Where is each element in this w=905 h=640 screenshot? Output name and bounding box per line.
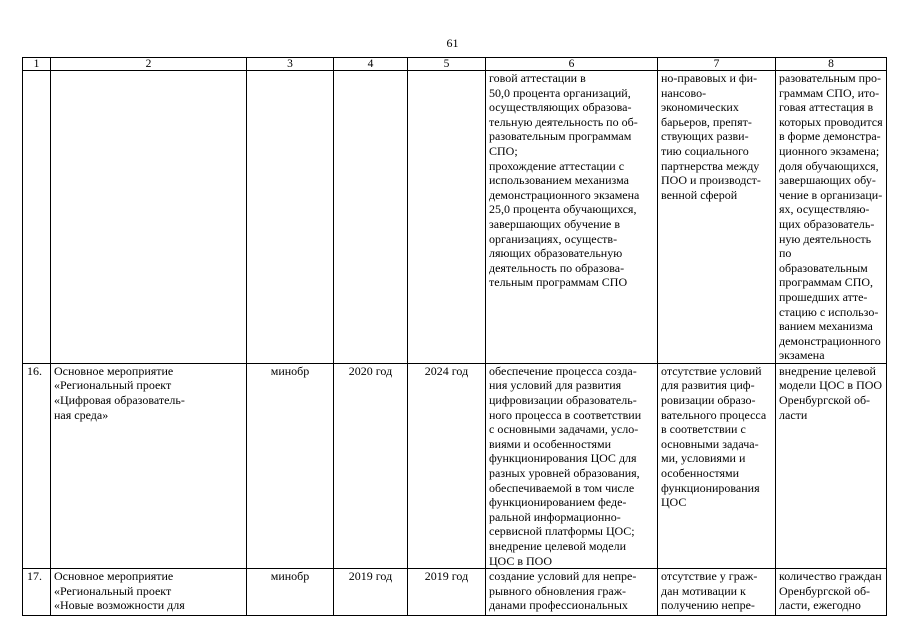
event-name-cell: Основное мероприятие «Региональный проект «Новые возможности для — [51, 569, 247, 616]
expected-result-cell: создание условий для непре- рывного обновления граж- данами профессиональных — [486, 569, 658, 616]
event-name-cell: Основное мероприятие «Региональный проект «Цифровая образователь- ная среда» — [51, 363, 247, 568]
end-year-cell: 2019 год — [408, 569, 486, 616]
expected-result-cell: говой аттестации в 50,0 процента организаций, осуществляющих образова- тельную деятельность по об- разовательным программам СПО; прохождение аттестации с использованием механизма демонстрационного экзамена 25,0 процента обучающихся, завершающих обучение в организациях, осуществ- ляющих образовательную деятельность по образова- тельным программам СПО — [486, 71, 658, 364]
end-year-cell — [408, 71, 486, 364]
indicators-cell: разовательным про- граммам СПО, ито- говая аттестация в которых проводится в форме демонстра- ционного экзамена; доля обучающихся, завершающих обу- чение в организаци- ях, осуществляю- щих образователь- ную деятельность по образовательным программам СПО, прошедших атте- стацию с использо- ванием механизма демонстрационного экзамена — [776, 71, 887, 364]
column-number: 5 — [408, 58, 486, 71]
column-number: 4 — [334, 58, 408, 71]
start-year-cell: 2020 год — [334, 363, 408, 568]
start-year-cell: 2019 год — [334, 569, 408, 616]
executor-cell: минобр — [247, 363, 334, 568]
start-year-cell — [334, 71, 408, 364]
column-number-row — [23, 58, 887, 71]
column-number: 3 — [247, 58, 334, 71]
executor-cell — [247, 71, 334, 364]
indicators-cell: внедрение целевой модели ЦОС в ПОО Оренбургской об- ласти — [776, 363, 887, 568]
end-year-cell: 2024 год — [408, 363, 486, 568]
column-number: 8 — [776, 58, 887, 71]
table-row — [23, 71, 887, 364]
column-number: 7 — [658, 58, 776, 71]
table-row — [23, 569, 887, 616]
event-name-cell — [51, 71, 247, 364]
column-number: 1 — [23, 58, 51, 71]
row-number-cell: 17. — [23, 569, 51, 616]
row-number-cell — [23, 71, 51, 364]
executor-cell: минобр — [247, 569, 334, 616]
row-number-cell: 16. — [23, 363, 51, 568]
table-row — [23, 363, 887, 568]
consequences-cell: но-правовых и фи- нансово- экономических барьеров, препят- ствующих разви- тию социального партнерства между ПОО и производст- венной сферой — [658, 71, 776, 364]
page-number: 61 — [446, 36, 459, 50]
column-number: 6 — [486, 58, 658, 71]
indicators-cell: количество граждан Оренбургской об- ласти, ежегодно — [776, 569, 887, 616]
consequences-cell: отсутствие условий для развития циф- ровизации образо- вательного процесса в соответствии с основными задача- ми, условиями и особенностями функционирования ЦОС — [658, 363, 776, 568]
expected-result-cell: обеспечение процесса созда- ния условий для развития цифровизации образователь- ного процесса в соответствии с основными задачами, усло- виями и особенностями функционирования ЦОС для разных уровней образования, обеспечиваемой в том числе функционированием феде- ральной информационно- сервисной платформы ЦОС; внедрение целевой модели ЦОС в ПОО — [486, 363, 658, 568]
consequences-cell: отсутствие у граж- дан мотивации к получению непре- — [658, 569, 776, 616]
column-number: 2 — [51, 58, 247, 71]
program-events-table — [22, 57, 887, 616]
